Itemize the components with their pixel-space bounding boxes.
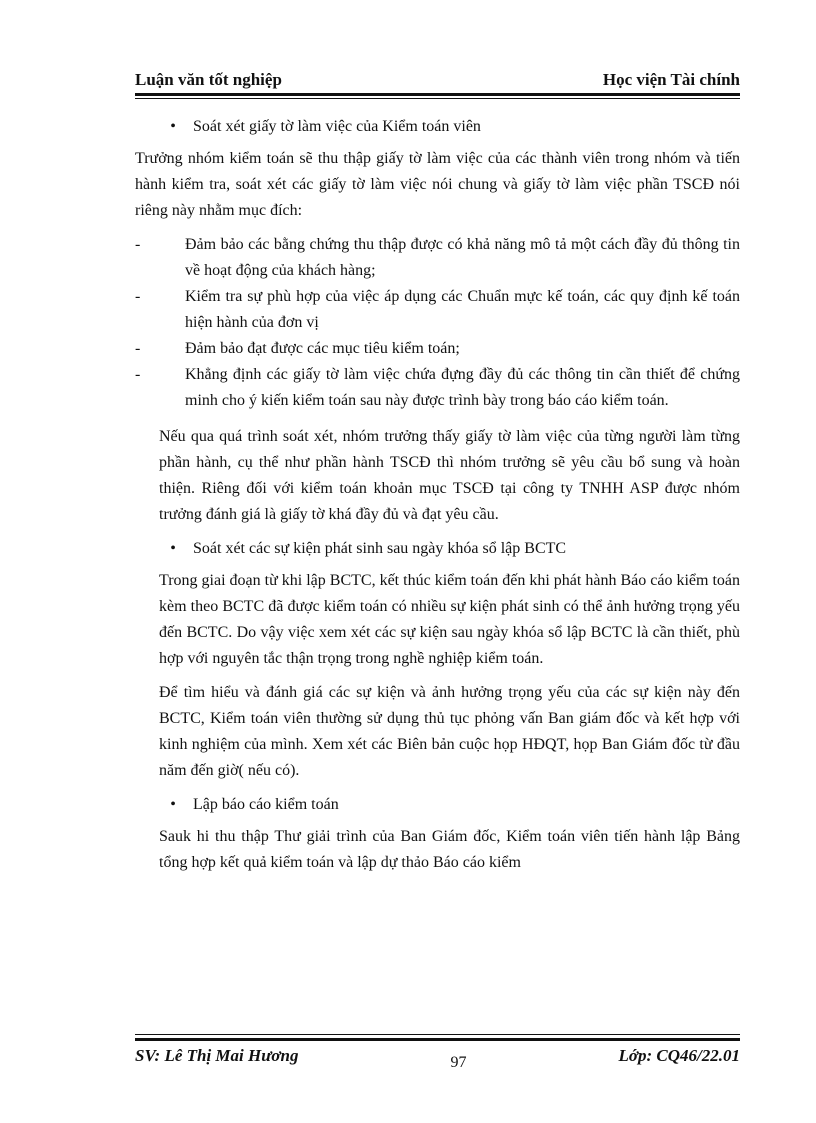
footer-rule-thin (135, 1034, 740, 1035)
list-item-text: Khẳng định các giấy tờ làm việc chứa đựng đầy đủ các thông tin cần thiết để chứng minh cho ý kiến kiểm toán sau này được trình bày trong báo cáo kiểm toán. (185, 366, 740, 409)
footer-rule-thick (135, 1038, 740, 1041)
bullet-icon: • (170, 540, 176, 557)
list-item (135, 362, 740, 414)
bullet-heading (135, 792, 740, 818)
footer-class: Lớp: CQ46/22.01 (618, 1046, 740, 1065)
bullet-heading (135, 114, 740, 140)
bullet-icon: • (170, 118, 176, 135)
page-number: 97 (450, 1054, 467, 1071)
bullet-icon: • (170, 796, 176, 813)
paragraph: Trưởng nhóm kiểm toán sẽ thu thập giấy tờ làm việc của các thành viên trong nhóm và tiến hành kiểm tra, soát xét các giấy tờ làm việc nói chung và giấy tờ làm việc phần TSCĐ nói riêng này nhằm mục đích: (135, 150, 740, 219)
dash-list (135, 232, 740, 414)
dash-icon: - (135, 288, 141, 305)
dash-icon: - (135, 366, 141, 383)
list-item (135, 336, 740, 362)
body-text (135, 114, 740, 884)
paragraph: Để tìm hiểu và đánh giá các sự kiện và ảnh hưởng trọng yếu của các sự kiện này đến BCTC, Kiểm toán viên thường sử dụng thủ tục phỏng vấn Ban giám đốc và kết hợp với kinh nghiệm của mình. Xem xét các Biên bản cuộc họp HĐQT, họp Ban Giám đốc từ đầu năm đến giờ( nếu có). (159, 684, 740, 779)
dash-icon: - (135, 340, 141, 357)
header-thesis-title: Luận văn tốt nghiệp (135, 70, 282, 89)
header-rule-thin (135, 98, 740, 99)
list-item-text: Kiểm tra sự phù hợp của việc áp dụng các Chuẩn mực kế toán, các quy định kế toán hiện hành của đơn vị (185, 288, 740, 331)
dash-icon: - (135, 236, 141, 253)
bullet-heading-text: Soát xét các sự kiện phát sinh sau ngày khóa sổ lập BCTC (193, 540, 567, 557)
list-item-text: Đảm bảo các bằng chứng thu thập được có khả năng mô tả một cách đầy đủ thông tin về hoạt động của khách hàng; (185, 236, 740, 279)
header-institution: Học viện Tài chính (602, 70, 740, 89)
paragraph: Sauk hi thu thập Thư giải trình của Ban Giám đốc, Kiểm toán viên tiến hành lập Bảng tổng hợp kết quả kiểm toán và lập dự thảo Báo cáo kiểm (159, 828, 740, 871)
paragraph: Nếu qua quá trình soát xét, nhóm trưởng thấy giấy tờ làm việc của từng người làm từng phần hành, cụ thể như phần hành TSCĐ thì nhóm trưởng sẽ yêu cầu bổ sung và hoàn thiện. Riêng đối với kiểm toán khoản mục TSCĐ tại công ty TNHH ASP được nhóm trưởng đánh giá là giấy tờ khá đầy đủ và đạt yêu cầu. (159, 428, 740, 523)
list-item (135, 284, 740, 336)
list-item (135, 232, 740, 284)
page-header (135, 70, 740, 90)
bullet-heading (135, 536, 740, 562)
paragraph: Trong giai đoạn từ khi lập BCTC, kết thúc kiểm toán đến khi phát hành Báo cáo kiểm toán kèm theo BCTC đã được kiểm toán có nhiều sự kiện phát sinh có thể ảnh hưởng trọng yếu đến BCTC. Do vậy việc xem xét các sự kiện sau ngày khóa sổ lập BCTC là cần thiết, phù hợp với nguyên tắc thận trọng trong nghề nghiệp kiểm toán. (159, 572, 740, 667)
footer-student: SV: Lê Thị Mai Hương (135, 1046, 299, 1065)
header-rule-thick (135, 93, 740, 96)
bullet-heading-text: Lập báo cáo kiểm toán (193, 796, 339, 813)
bullet-heading-text: Soát xét giấy tờ làm việc của Kiểm toán viên (193, 118, 481, 135)
page-footer (135, 1046, 740, 1071)
list-item-text: Đảm bảo đạt được các mục tiêu kiểm toán; (185, 340, 460, 357)
